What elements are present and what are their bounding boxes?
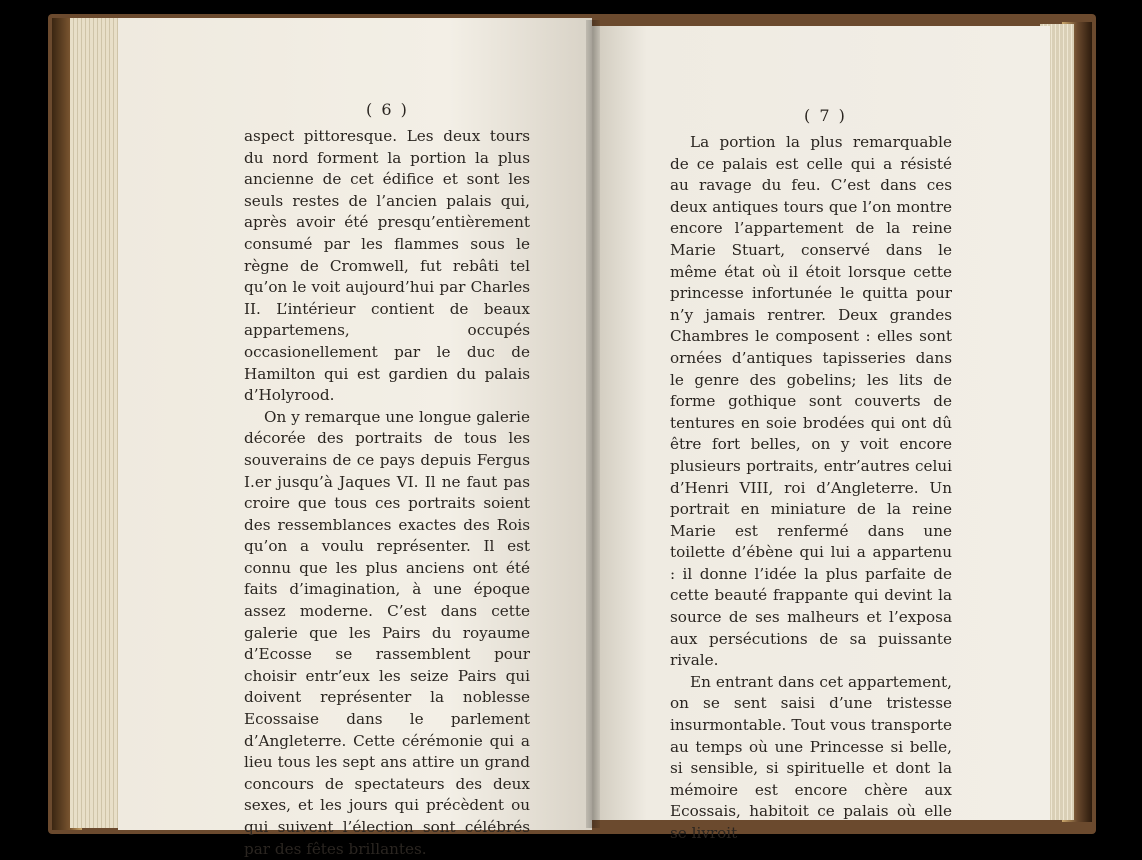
paragraph: aspect pittoresque. Les deux tours du nord forment la portion la plus ancienne de cet édifice et sont les seuls restes de l’ancien palais qui, après avoir été presqu’entièrement consumé par les flammes sous le règne de Cromwell, fut rebâti tel qu’on le voit aujourd’hui par Charles II. L’intérieur contient de beaux appartemens, occupés occasionellement par le duc de Hamilton qui est gardien du palais d’Holyrood.	[244, 127, 530, 405]
right-page-text	[670, 132, 952, 845]
paragraph: La portion la plus remarquable de ce palais est celle qui a résisté au ravage du feu. C’est dans ces deux antiques tours que l’on montre encore l’appartement de la reine Marie Stuart, conservé dans le même état où il étoit lorsque cette princesse infortunée le quitta pour n’y jamais rentrer. Deux grandes Chambres le composent : elles sont ornées d’antiques tapisseries dans le genre des gobelins; les lits de forme gothique sont couverts de tentures en soie brodées qui ont dû être fort belles, on y voit encore plusieurs portraits, entr’autres celui d’Henri VIII, roi d’Angleterre. Un portrait en miniature de la reine Marie est renfermé dans une toilette d’ébène qui lui a appartenu : il donne l’idée la plus parfaite de cette beauté frappante qui devint la source de ses malheurs et l’exposa aux persécutions de sa puissante rivale.	[670, 133, 952, 670]
paragraph: On y remarque une longue galerie décorée des portraits de tous les souverains de ce pays depuis Fergus I.er jusqu’à Jaques VI. Il ne faut pas croire que tous ces portraits soient des ressemblances exactes des Rois qu’on a voulu représenter. Il est connu que les plus anciens ont été faits d’imagination, à une époque assez moderne. C’est dans cette galerie que les Pairs du royaume d’Ecosse se rassemblent pour choisir entr’eux les seize Pairs qui doivent représenter la noblesse Ecossaise dans le parlement d’Angleterre. Cette cérémonie qui a lieu tous les sept ans attire un grand concours de spectateurs des deux sexes, et les jours qui précèdent ou qui suivent l’élection sont célébrés par des fêtes brillantes.	[244, 407, 530, 858]
book-gutter	[586, 20, 600, 828]
paragraph: En entrant dans cet appartement, on se sent saisi d’une tristesse insurmontable. Tout vous transporte au temps où une Princesse si belle, si sensible, si spirituelle et dont la mémoire est encore chère aux Ecossais, habitoit ce palais où elle se livroit	[670, 672, 952, 842]
right-page	[592, 26, 1050, 842]
page-number-left: ( 6 )	[366, 100, 409, 119]
left-page-text	[244, 126, 530, 860]
left-page	[118, 18, 592, 858]
page-number-right: ( 7 )	[804, 106, 847, 125]
